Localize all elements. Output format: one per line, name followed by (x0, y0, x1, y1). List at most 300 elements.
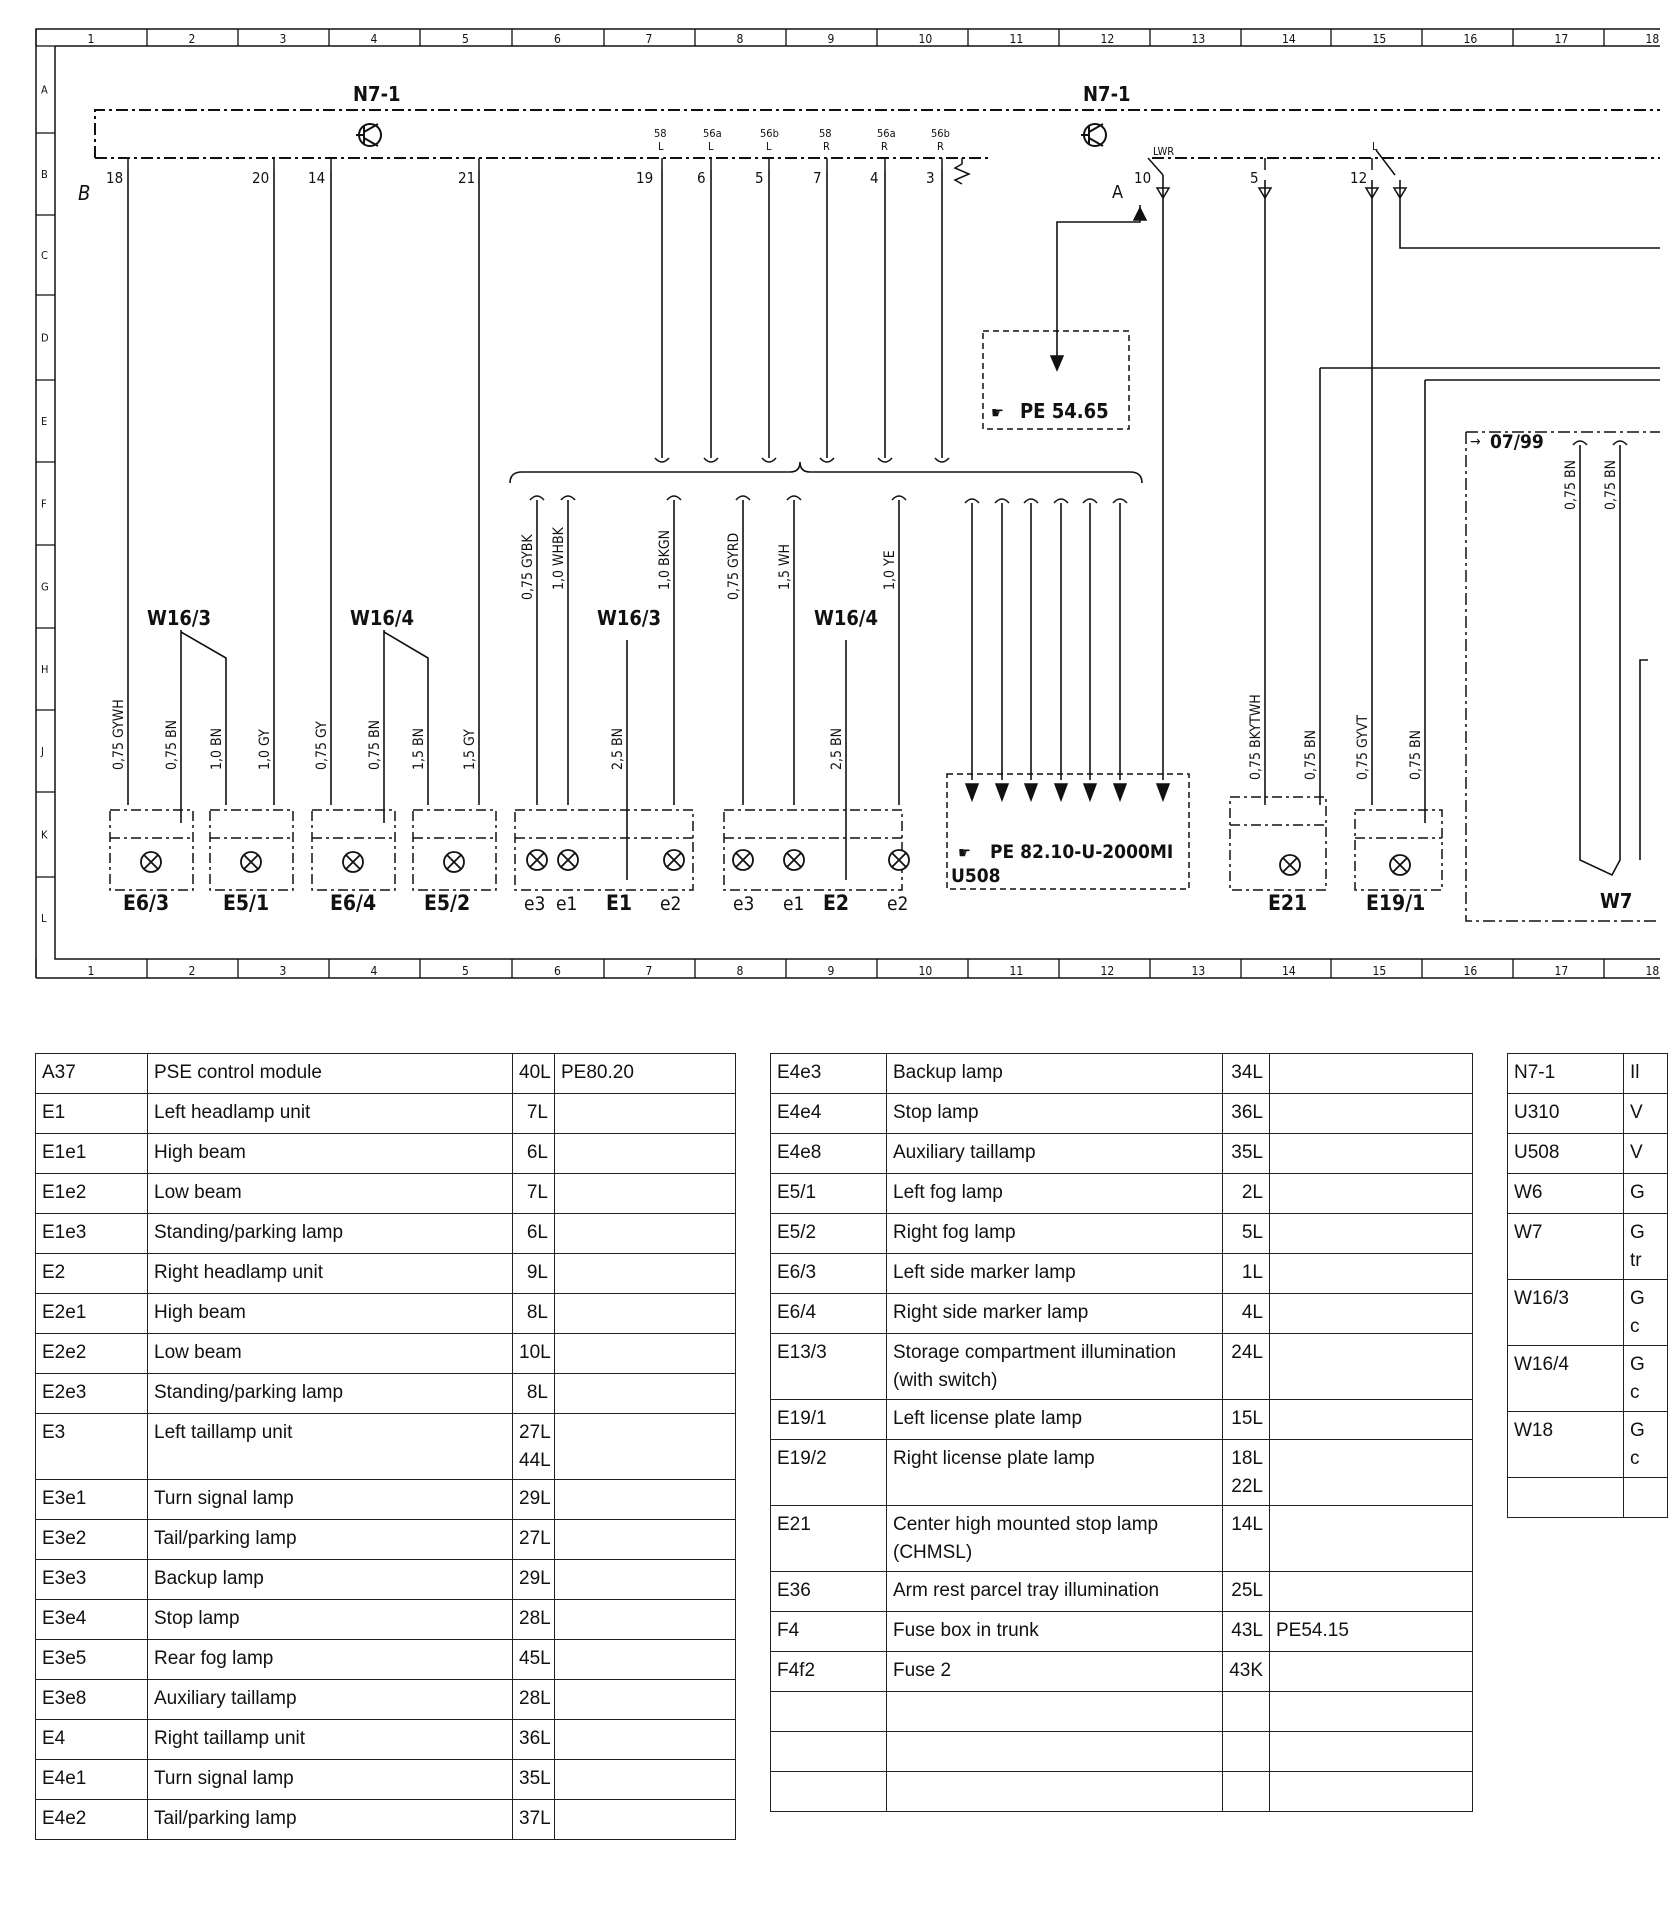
column-number: 5 (462, 964, 469, 978)
legend-ref (1270, 1094, 1473, 1134)
legend-desc: Fuse 2 (887, 1652, 1223, 1692)
row-letter: K (41, 828, 48, 842)
column-number: 12 (1100, 32, 1115, 46)
column-number: 1 (87, 964, 95, 978)
legend-page: 1L (1223, 1254, 1270, 1294)
component-label: E1 (606, 891, 633, 915)
legend-page: 29L (513, 1560, 555, 1600)
pointer-icon: ☛ (958, 843, 971, 862)
column-number: 4 (370, 32, 378, 46)
legend-code: N7-1 (1508, 1054, 1624, 1094)
legend-code: E1 (36, 1094, 148, 1134)
legend-ref (555, 1294, 736, 1334)
legend-row (1508, 1054, 1668, 1094)
legend-code (771, 1772, 887, 1812)
pointer-icon: ☛ (991, 403, 1004, 422)
pin-number: 12 (1350, 169, 1368, 187)
legend-code: E1e3 (36, 1214, 148, 1254)
column-ruler-top (36, 29, 1659, 46)
connector-letter: B (78, 181, 91, 205)
date-box-label: 07/99 (1490, 431, 1544, 453)
legend-table-3 (1507, 1053, 1668, 1518)
column-number: 11 (1009, 964, 1024, 978)
legend-code: E6/4 (771, 1294, 887, 1334)
legend-row (771, 1054, 1473, 1094)
row-letter: B (41, 168, 48, 181)
ground-label: W16/3 (597, 606, 661, 630)
legend-page (1223, 1732, 1270, 1772)
legend-desc: Auxiliary taillamp (887, 1134, 1223, 1174)
legend-desc: Auxiliary taillamp (148, 1680, 513, 1720)
pin-signal: 56a (703, 127, 722, 140)
ground-label: W7 (1600, 889, 1633, 913)
legend-code: E4e8 (771, 1134, 887, 1174)
wire-label: 0,75 GY (314, 721, 330, 770)
legend-desc: Rear fog lamp (148, 1640, 513, 1680)
column-number: 14 (1282, 32, 1296, 46)
legend-desc (1624, 1478, 1668, 1518)
legend-page: 37L (513, 1800, 555, 1840)
reference-u508: U508 (951, 865, 1001, 887)
legend-ref (555, 1134, 736, 1174)
legend-code: E19/2 (771, 1440, 887, 1506)
pin-signal: 56b (760, 127, 779, 140)
legend-ref: PE54.15 (1270, 1612, 1473, 1652)
legend-page (1223, 1772, 1270, 1812)
legend-page: 8L (513, 1374, 555, 1414)
pin-side: L (1372, 140, 1378, 153)
row-letter: A (41, 83, 48, 97)
lamp-icon (444, 852, 464, 872)
lamp-sub-label: e3 (524, 893, 546, 915)
legend-page: 6L (513, 1134, 555, 1174)
legend-desc: Left side marker lamp (887, 1254, 1223, 1294)
pin-number: 10 (1134, 169, 1152, 187)
wire-label: 1,5 WH (777, 544, 793, 590)
legend-code: E2 (36, 1254, 148, 1294)
legend-desc: Tail/parking lamp (148, 1520, 513, 1560)
reference-pe-54-65: PE 54.65 (1020, 399, 1109, 423)
legend-desc: Left license plate lamp (887, 1400, 1223, 1440)
ground-label: W16/4 (350, 606, 414, 630)
legend-code (1508, 1478, 1624, 1518)
wire-label: 1,5 GY (462, 729, 478, 770)
column-number: 3 (279, 32, 287, 46)
column-number: 1 (87, 32, 95, 46)
wire-label: 0,75 GYVT (1355, 714, 1371, 780)
legend-row (1508, 1134, 1668, 1174)
row-letter: G (41, 580, 49, 594)
legend-code: E4 (36, 1720, 148, 1760)
legend-desc: Il (1624, 1054, 1668, 1094)
lwr-label: LWR (1153, 145, 1175, 158)
legend-row (36, 1560, 736, 1600)
pin-side: L (658, 140, 664, 153)
column-number: 6 (554, 32, 561, 46)
legend-ref (555, 1214, 736, 1254)
lamp-icon (343, 852, 363, 872)
legend-code: E13/3 (771, 1334, 887, 1400)
a-connector-label: A (1112, 182, 1124, 203)
legend-row (1508, 1478, 1668, 1518)
component-label: E6/3 (123, 891, 170, 915)
legend-page: 43K (1223, 1652, 1270, 1692)
legend-code: E4e4 (771, 1094, 887, 1134)
wire-label: 0,75 GYWH (111, 699, 127, 770)
legend-desc: Arm rest parcel tray illumination (887, 1572, 1223, 1612)
legend-row (36, 1720, 736, 1760)
legend-ref (1270, 1772, 1473, 1812)
pin-number: 20 (252, 169, 270, 187)
legend-row (36, 1640, 736, 1680)
column-ruler-bottom (36, 959, 1659, 978)
legend-ref (1270, 1174, 1473, 1214)
pin-number: 3 (926, 169, 935, 187)
legend-row (771, 1612, 1473, 1652)
legend-row (1508, 1412, 1668, 1478)
wire-label: 0,75 BKYTWH (1248, 694, 1264, 780)
legend-row (36, 1174, 736, 1214)
legend-code: E2e1 (36, 1294, 148, 1334)
column-number: 7 (645, 32, 653, 46)
component-label: E2 (823, 891, 850, 915)
component-boxes (110, 797, 1442, 890)
column-number: 7 (645, 964, 653, 978)
legend-row (771, 1440, 1473, 1506)
legend-page: 8L (513, 1294, 555, 1334)
pin-number: 4 (870, 169, 879, 187)
lamp-icon (141, 852, 161, 872)
legend-row (1508, 1280, 1668, 1346)
legend-page: 28L (513, 1600, 555, 1640)
legend-ref (1270, 1506, 1473, 1572)
legend-row (1508, 1094, 1668, 1134)
pin-number: 18 (106, 169, 124, 187)
legend-page: 25L (1223, 1572, 1270, 1612)
column-number: 11 (1009, 32, 1024, 46)
wire-label: 1,0 WHBK (551, 527, 567, 590)
arrow-right-icon: → (1470, 434, 1481, 450)
legend-code: A37 (36, 1054, 148, 1094)
legend-ref (1270, 1334, 1473, 1400)
legend-row (771, 1294, 1473, 1334)
pin-number: 7 (813, 169, 822, 187)
pin-number: 5 (755, 169, 764, 187)
column-number: 4 (370, 964, 378, 978)
column-number: 3 (279, 964, 287, 978)
legend-code: E3e4 (36, 1600, 148, 1640)
legend-desc: G c (1624, 1346, 1668, 1412)
legend-row (771, 1214, 1473, 1254)
legend-row (36, 1800, 736, 1840)
legend-page: 7L (513, 1094, 555, 1134)
legend-desc: Standing/parking lamp (148, 1374, 513, 1414)
legend-row (771, 1094, 1473, 1134)
legend-ref (1270, 1400, 1473, 1440)
wire-label: 1,5 BN (411, 727, 427, 770)
legend-code: U310 (1508, 1094, 1624, 1134)
legend-code: E3 (36, 1414, 148, 1480)
legend-page: 4L (1223, 1294, 1270, 1334)
diagram-frame (36, 29, 1660, 978)
legend-ref (555, 1480, 736, 1520)
legend-ref (555, 1414, 736, 1480)
legend-code: E2e3 (36, 1374, 148, 1414)
legend-code: E5/1 (771, 1174, 887, 1214)
legend-page: 36L (1223, 1094, 1270, 1134)
column-number: 17 (1554, 32, 1569, 46)
module-label-left: N7-1 (353, 82, 401, 106)
wire-label: 0,75 BN (367, 719, 383, 770)
row-letter: D (41, 331, 49, 345)
pin-number: 21 (458, 169, 476, 187)
wire-label: 0,75 BN (1408, 729, 1424, 780)
wire-label: 1,0 GY (257, 729, 273, 770)
column-number: 15 (1372, 32, 1387, 46)
lamp-sub-label: e2 (887, 893, 909, 915)
legend-desc: Backup lamp (148, 1560, 513, 1600)
legend-row (36, 1480, 736, 1520)
legend-desc: G tr (1624, 1214, 1668, 1280)
connector-triangles (1157, 188, 1406, 198)
legend-desc: G c (1624, 1280, 1668, 1346)
pin-number: 6 (697, 169, 706, 187)
legend-row (771, 1334, 1473, 1400)
legend-desc: Right fog lamp (887, 1214, 1223, 1254)
legend-code: W16/4 (1508, 1346, 1624, 1412)
row-ruler (36, 46, 55, 925)
component-label: E6/4 (330, 891, 377, 915)
wire-label: 0,75 GYRD (726, 532, 742, 600)
lamp-sub-label: e1 (556, 893, 578, 915)
lamp-sub-label: e1 (783, 893, 805, 915)
legend-page: 7L (513, 1174, 555, 1214)
legend-desc: Fuse box in trunk (887, 1612, 1223, 1652)
legend-desc: G (1624, 1174, 1668, 1214)
column-number: 13 (1191, 32, 1206, 46)
lamp-icon (784, 850, 804, 870)
column-number: 8 (736, 964, 744, 978)
lamp-sub-label: e2 (660, 893, 682, 915)
legend-code: E4e2 (36, 1800, 148, 1840)
pin-signal: 56a (877, 127, 896, 140)
column-number: 18 (1645, 964, 1660, 978)
legend-row (771, 1572, 1473, 1612)
column-number: 18 (1645, 32, 1660, 46)
legend-row (771, 1506, 1473, 1572)
legend-row (1508, 1214, 1668, 1280)
pin-number: 14 (308, 169, 326, 187)
wire-label: 0,75 BN (1303, 729, 1319, 780)
column-number: 2 (188, 32, 196, 46)
legend-ref (555, 1374, 736, 1414)
lamp-sub-label: e3 (733, 893, 755, 915)
component-label: E5/1 (223, 891, 270, 915)
legend-desc: Stop lamp (887, 1094, 1223, 1134)
component-label: E21 (1268, 891, 1308, 915)
column-number: 13 (1191, 964, 1206, 978)
lamp-icon (889, 850, 909, 870)
legend-row (771, 1254, 1473, 1294)
legend-page: 27L 44L (513, 1414, 555, 1480)
legend-desc: Stop lamp (148, 1600, 513, 1640)
legend-page: 14L (1223, 1506, 1270, 1572)
wire-label: 0,75 BN (1603, 459, 1619, 510)
legend-desc: Right taillamp unit (148, 1720, 513, 1760)
pin-numbers (106, 169, 1367, 187)
legend-page: 45L (513, 1640, 555, 1680)
ground-label: W16/4 (814, 606, 878, 630)
legend-page: 2L (1223, 1174, 1270, 1214)
legend-row (36, 1094, 736, 1134)
column-number: 6 (554, 964, 561, 978)
legend-ref (1270, 1440, 1473, 1506)
legend-row (1508, 1346, 1668, 1412)
lamp-icon (1390, 855, 1410, 875)
legend-page: 36L (513, 1720, 555, 1760)
legend-ref (555, 1720, 736, 1760)
legend-row (36, 1680, 736, 1720)
legend-row (771, 1732, 1473, 1772)
lamp-icon (558, 850, 578, 870)
module-label-right: N7-1 (1083, 82, 1131, 106)
legend-page (1223, 1692, 1270, 1732)
wire-label: 1,0 BN (209, 727, 225, 770)
legend-ref (1270, 1652, 1473, 1692)
wire-label: 0,75 GYBK (520, 534, 536, 600)
row-letter: H (41, 663, 49, 676)
legend-code: E4e1 (36, 1760, 148, 1800)
legend-code: U508 (1508, 1134, 1624, 1174)
legend-ref (1270, 1294, 1473, 1334)
legend-row (771, 1652, 1473, 1692)
column-number: 16 (1463, 964, 1478, 978)
lamp-icon (241, 852, 261, 872)
column-number: 5 (462, 32, 469, 46)
legend-ref (555, 1760, 736, 1800)
legend-desc: Right headlamp unit (148, 1254, 513, 1294)
column-number: 15 (1372, 964, 1387, 978)
legend-desc (887, 1692, 1223, 1732)
legend-code: E2e2 (36, 1334, 148, 1374)
pin-signal: 58 (654, 127, 667, 140)
legend-desc: Left fog lamp (887, 1174, 1223, 1214)
row-letter: F (41, 497, 47, 511)
legend-code: W6 (1508, 1174, 1624, 1214)
legend-ref (1270, 1692, 1473, 1732)
legend-ref (555, 1560, 736, 1600)
legend-desc: Backup lamp (887, 1054, 1223, 1094)
legend-desc: V (1624, 1094, 1668, 1134)
legend-ref (555, 1520, 736, 1560)
legend-page: 5L (1223, 1214, 1270, 1254)
column-number: 2 (188, 964, 196, 978)
pin-side: L (766, 140, 772, 153)
legend-desc: Standing/parking lamp (148, 1214, 513, 1254)
legend-row (771, 1692, 1473, 1732)
legend-desc: Center high mounted stop lamp (CHMSL) (887, 1506, 1223, 1572)
legend-code: E3e8 (36, 1680, 148, 1720)
legend-ref (555, 1800, 736, 1840)
legend-row (36, 1374, 736, 1414)
legend-code: E3e1 (36, 1480, 148, 1520)
legend-code: E6/3 (771, 1254, 887, 1294)
pin-number: 19 (636, 169, 654, 187)
legend-page: 10L (513, 1334, 555, 1374)
pin-signal: 56b (931, 127, 950, 140)
legend-ref (1270, 1732, 1473, 1772)
row-letter: J (41, 745, 44, 758)
legend-row (36, 1334, 736, 1374)
legend-code: E36 (771, 1572, 887, 1612)
wire-label: 1,0 YE (882, 550, 898, 590)
legend-page: 6L (513, 1214, 555, 1254)
wire-arrows (966, 208, 1169, 800)
wire-label: 2,5 BN (610, 727, 626, 770)
legend-desc: PSE control module (148, 1054, 513, 1094)
legend-code: W18 (1508, 1412, 1624, 1478)
legend-row (36, 1254, 736, 1294)
ground-label: W16/3 (147, 606, 211, 630)
legend-code: F4f2 (771, 1652, 887, 1692)
wire-label: 0,75 BN (1563, 459, 1579, 510)
legend-row (771, 1772, 1473, 1812)
legend-code: E3e3 (36, 1560, 148, 1600)
row-letter: C (41, 249, 48, 262)
legend-code: E3e5 (36, 1640, 148, 1680)
column-number: 14 (1282, 964, 1296, 978)
legend-desc: High beam (148, 1134, 513, 1174)
wires (128, 170, 1660, 880)
column-number: 12 (1100, 964, 1115, 978)
legend-page: 27L (513, 1520, 555, 1560)
legend-row (36, 1600, 736, 1640)
legend-page: 43L (1223, 1612, 1270, 1652)
legend-ref (1270, 1054, 1473, 1094)
legend-page: 34L (1223, 1054, 1270, 1094)
column-number: 10 (918, 964, 933, 978)
legend-page: 9L (513, 1254, 555, 1294)
component-label: E19/1 (1366, 891, 1426, 915)
legend-desc (887, 1732, 1223, 1772)
legend-desc (887, 1772, 1223, 1812)
legend-ref (1270, 1214, 1473, 1254)
legend-desc: Turn signal lamp (148, 1480, 513, 1520)
legend-page: 35L (1223, 1134, 1270, 1174)
component-label: E5/2 (424, 891, 471, 915)
legend-row (36, 1414, 736, 1480)
legend-code (771, 1692, 887, 1732)
column-number: 9 (827, 32, 835, 46)
pin-signal: 58 (819, 127, 832, 140)
pin-number: 5 (1250, 169, 1259, 187)
legend-code: E4e3 (771, 1054, 887, 1094)
legend-code: E19/1 (771, 1400, 887, 1440)
column-number: 9 (827, 964, 835, 978)
legend-desc: Storage compartment illumination (with switch) (887, 1334, 1223, 1400)
lamp-icon (733, 850, 753, 870)
legend-code: E1e2 (36, 1174, 148, 1214)
legend-page: 18L 22L (1223, 1440, 1270, 1506)
wire-label: 2,5 BN (829, 727, 845, 770)
transistor-icon (356, 124, 1106, 146)
legend-code: E21 (771, 1506, 887, 1572)
wire-label: 0,75 BN (164, 719, 180, 770)
legend-desc: Low beam (148, 1174, 513, 1214)
legend-desc: G c (1624, 1412, 1668, 1478)
legend-code: F4 (771, 1612, 887, 1652)
legend-row (36, 1294, 736, 1334)
